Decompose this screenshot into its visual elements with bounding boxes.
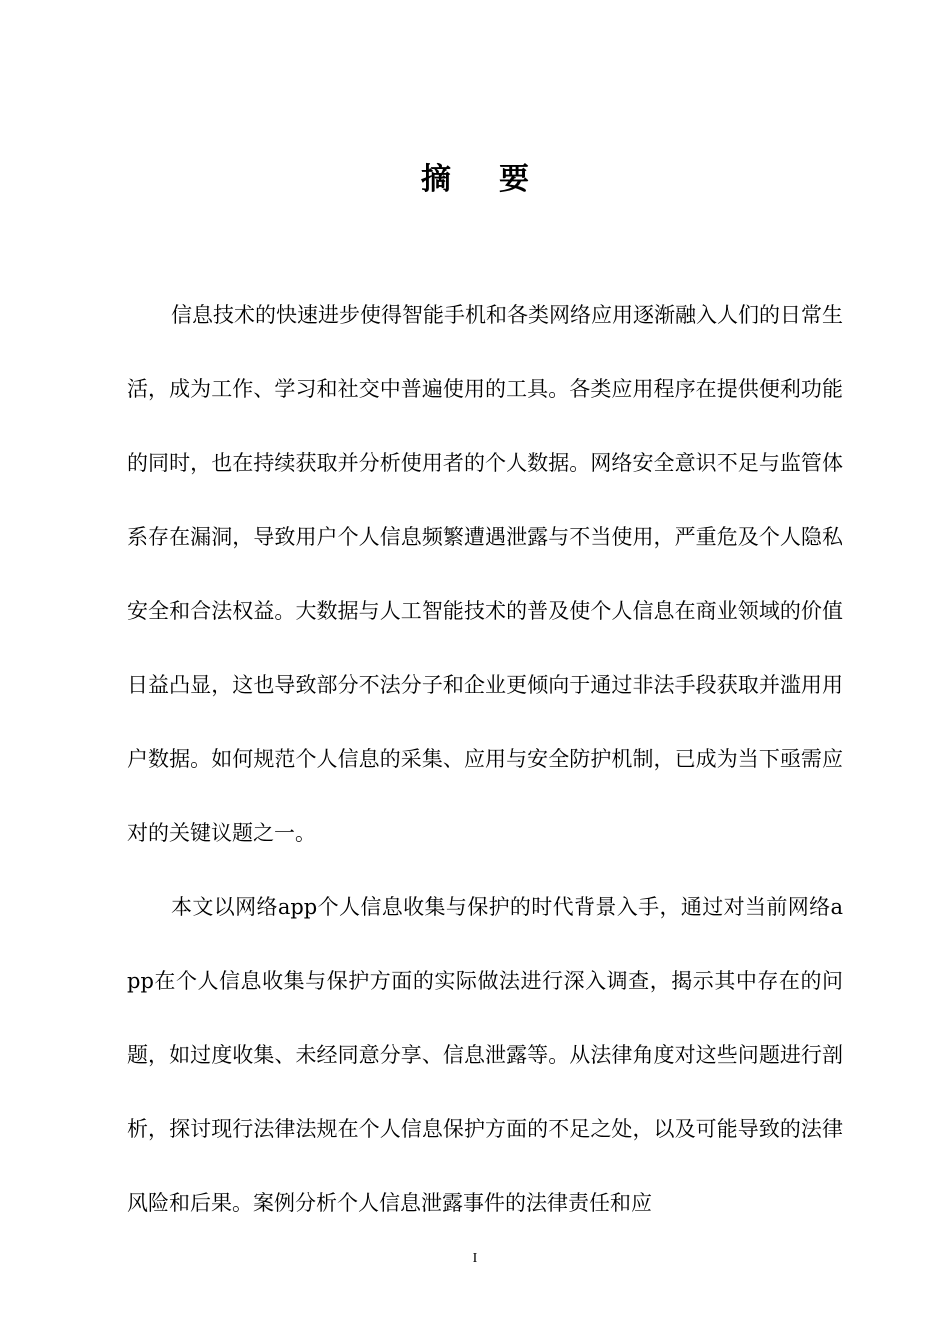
abstract-body [127,278,843,1240]
page-number: I [472,1251,478,1266]
page-title: 摘要 [421,162,577,197]
paragraph-2: 本文以网络app个人信息收集与保护的时代背景入手，通过对当前网络app在个人信息收集与保护方面的实际做法进行深入调查，揭示其中存在的问题，如过度收集、未经同意分享、信息泄露等。从法律角度对这些问题进行剖析，探讨现行法律法规在个人信息保护方面的不足之处，以及可能导致的法律风险和后果。案例分析个人信息泄露事件的法律责任和应 [127,895,843,1215]
paragraph-1: 信息技术的快速进步使得智能手机和各类网络应用逐渐融入人们的日常生活，成为工作、学习和社交中普遍使用的工具。各类应用程序在提供便利功能的同时，也在持续获取并分析使用者的个人数据。网络安全意识不足与监管体系存在漏洞，导致用户个人信息频繁遭遇泄露与不当使用，严重危及个人隐私安全和合法权益。大数据与人工智能技术的普及使个人信息在商业领域的价值日益凸显，这也导致部分不法分子和企业更倾向于通过非法手段获取并滥用用户数据。如何规范个人信息的采集、应用与安全防护机制，已成为当下亟需应对的关键议题之一。 [127,303,843,845]
